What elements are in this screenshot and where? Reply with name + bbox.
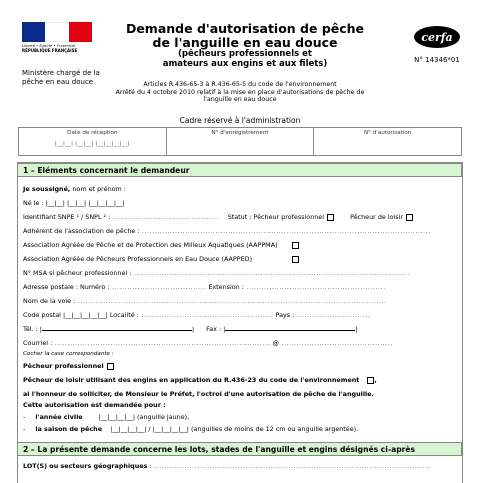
aappma-checkbox[interactable] xyxy=(292,242,299,249)
msa-line[interactable]: N° MSA si pêcheur professionnel : ............................................................................................................. xyxy=(23,269,410,277)
saison-line[interactable]: - la saison de pêche |__|__|__|__| / |__|__|__|__| (anguilles de moins de 12 cm ou anguille argentée). xyxy=(23,425,359,433)
aapped-checkbox[interactable] xyxy=(292,256,299,263)
form-frame xyxy=(17,162,463,483)
annee-line[interactable]: - l'année civile |__|__|__|__| (anguille jaune), xyxy=(23,413,190,421)
authorization-number-cell[interactable]: N° d'autorisation xyxy=(364,130,412,136)
section-2-header: 2 – La présente demande concerne les lots, stades de l'anguille et engins désignés ci-après xyxy=(17,442,462,456)
pro-checkbox[interactable] xyxy=(107,363,114,370)
republic-name: RÉPUBLIQUE FRANÇAISE xyxy=(22,48,78,53)
marianne-logo xyxy=(22,22,92,53)
cerfa-logo: cerfa xyxy=(414,26,460,48)
aapped-line: Association Agréée de Pêcheurs Professionnels en Eau Douce (AAPPED) xyxy=(23,255,299,263)
adherent-line[interactable]: Adhérent de l'association de pêche : .................................................................................................................. xyxy=(23,227,431,235)
reception-date-field[interactable]: |__|__| |__|__| |__|__|__|__| xyxy=(54,141,130,147)
postal-line[interactable]: Code postal |__|__|__|__|__| Localité : .................................................... Pays : ............................. xyxy=(23,311,371,319)
ministry-label: Ministère chargé de la pêche en eau douce xyxy=(22,69,100,86)
email-line[interactable]: Courriel : ..................................................................................... @ ............................................ xyxy=(23,339,393,347)
loisir-line: Pêcheur de loisir utilisant des engins en application du R.436-23 du code de l'environnement , xyxy=(23,376,377,384)
form-title: Demande d'autorisation de pêche de l'anguille en eau douce xyxy=(125,21,365,50)
form-subtitle: (pêcheurs professionnels et amateurs aux engins et aux filets) xyxy=(162,49,328,69)
check-instruction: Cocher la case correspondante : xyxy=(23,351,114,357)
name-line[interactable]: Je soussigné, nom et prénom : xyxy=(23,185,126,193)
demande-line: Cette autorisation est demandée pour : xyxy=(23,401,166,409)
snpe-line: Identifiant SNPE ¹ / SNPL ² : .......................................... Statut : Pêcheur professionnel Pêcheur de loisir xyxy=(23,213,459,221)
address-line[interactable]: Adresse postale : Numéro : ..................................... Extension : ....................................................... xyxy=(23,283,386,291)
phone-line[interactable]: Tél. : | | Fax : | | xyxy=(23,325,358,333)
pro-line: Pêcheur professionnel xyxy=(23,362,114,370)
reception-date-cell: Date de réception |__|__| |__|__| |__|__|__|__| xyxy=(19,128,167,155)
legal-references: Articles R.436-65-3 à R.436-65-5 du code de l'environnement Arrêté du 4 octobre 2010 relatif à la mise en place d'autorisations de pêche de l'anguille en eau douce xyxy=(115,81,365,104)
loisir-checkbox[interactable] xyxy=(367,377,374,384)
street-line[interactable]: Nom de la voie : .......................................................................................................................... xyxy=(23,297,387,305)
republic-motto: Liberté • Égalité • Fraternité xyxy=(22,44,76,48)
registration-number-cell[interactable]: N° d'enregistrement xyxy=(167,128,315,155)
lots-line[interactable]: LOT(S) ou secteurs géographiques : ............................................................................................................. xyxy=(23,462,431,470)
statut-loisir-checkbox[interactable] xyxy=(406,214,413,221)
french-flag-icon xyxy=(22,22,92,42)
solicit-line: ai l'honneur de solliciter, de Monsieur le Préfet, l'octroi d'une autorisation de pêche de l'anguille. xyxy=(23,390,374,398)
birthdate-field[interactable]: Né le : |__|__| |__|__| |__|__|__|__| xyxy=(23,199,125,207)
aappma-line: Association Agréée de Pêche et de Protection des Milieux Aquatiques (AAPPMA) xyxy=(23,241,299,249)
admin-box xyxy=(18,127,462,156)
statut-pro-checkbox[interactable] xyxy=(327,214,334,221)
section-1-header: 1 – Eléments concernant le demandeur xyxy=(17,163,462,177)
form-number: N° 14346*01 xyxy=(414,56,460,64)
admin-title: Cadre réservé à l'administration xyxy=(179,116,301,125)
